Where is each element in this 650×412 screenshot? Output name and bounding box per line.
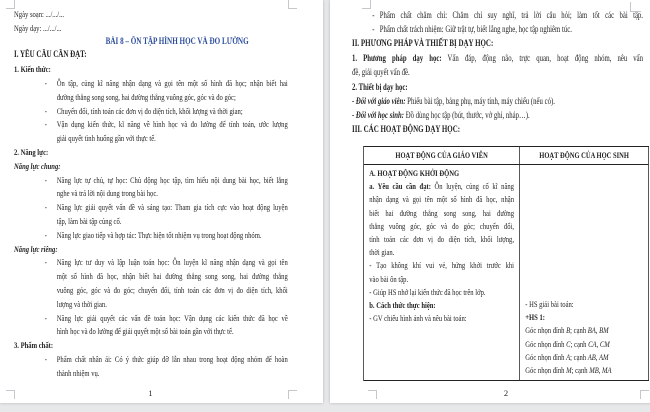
text-line: - Năng lực tư duy và lập luận toán học: Ôn luyện kĩ năng nhận dạng và gọi tên (14, 256, 288, 270)
text-line: - Năng lực tự chủ, tự học: Chủ động học tập, tìm hiểu nội dung bài học, biết lắng (14, 174, 288, 188)
answer-vertex: B (566, 325, 571, 336)
general-competence-heading: Năng lực chung: (14, 160, 61, 171)
text-line: tính toán các đơn vị đo diện tích, khối lượng, (369, 234, 514, 245)
text-line: - Năng lực giao tiếp và hợp tác: Thực hiện tốt nhiệm vụ trong hoạt động nhóm. (14, 229, 288, 243)
text-line: - Ôn tập, củng kĩ năng nhận dạng và gọi tên một số hình đã học; nhận biết hai (14, 77, 288, 91)
margin-mark (640, 390, 649, 399)
margin-mark (6, 0, 15, 9)
answer-vertex: A (566, 351, 571, 362)
page-number: 2 (503, 388, 509, 398)
requirement-rest: Ôn luyện, củng cố kĩ năng (430, 181, 514, 192)
margin-mark (288, 390, 297, 399)
answer-mid: ; cạnh (570, 351, 588, 362)
answer-pre: Góc nhọn đỉnh (525, 365, 567, 376)
section-2-heading: II. PHƯƠNG PHÁP VÀ THIẾT BỊ DẠY HỌC: (352, 38, 494, 49)
equipment-teacher-rest: Phiếu bài tập, bảng phụ, máy tính, máy chiếu (nếu có). (405, 96, 555, 107)
text-line: giải quyết tình huống gần với thực tế. (56, 133, 156, 144)
text-line: vuông góc, góc và đo góc; chuyển đổi, tính toán các đơn vị đo diện tích, khối (56, 284, 288, 295)
equipment-student-rest: Đồ dùng học tập (bút, thước, vở ghi, nháp…). (404, 110, 530, 121)
page-number: 1 (148, 388, 153, 398)
answer-mid: ; cạnh (570, 325, 588, 336)
text-line: - Năng lực giải quyết các vấn đề toán học: Vận dụng các kiến thức đã học về (14, 312, 288, 326)
text-line: vào bài ôn tập. (369, 273, 409, 284)
date-taught-line: Ngày dạy: .../.../... (14, 22, 62, 33)
student-column-header: HOẠT ĐỘNG CỦA HỌC SINH (539, 150, 629, 161)
page-1-content (14, 8, 288, 381)
answer-pre: Góc nhọn đỉnh (525, 325, 567, 336)
text-line (369, 180, 514, 193)
method-line (352, 51, 643, 65)
activity-a-heading: A. HOẠT ĐỘNG KHỞI ĐỘNG (369, 168, 460, 179)
hs1-heading: +HS 1: (525, 312, 545, 323)
text-line: thời gian. (369, 247, 395, 258)
margin-mark (288, 0, 297, 9)
equipment-student-line (352, 108, 643, 122)
text-line: - Vận dụng kiến thức, kĩ năng về hình học và đo lường để tính toán, ước lượng (14, 118, 288, 132)
equipment-student-lead: - Đối với học sinh: (352, 110, 405, 121)
page-1 (0, 0, 323, 403)
text-line: một số hình đã học, nhận biết hai đường thẳng song song, hai đường thẳng (56, 271, 288, 282)
page-2 (330, 0, 650, 403)
equipment-teacher-line (352, 94, 643, 108)
text-line: - Giúp HS nhớ lại kiến thức đã học trên lớp. (369, 286, 486, 297)
text-line: biết hai đường thẳng song song, hai đường (369, 207, 514, 218)
requirement-lead: a. Yêu cầu cần đạt: (369, 181, 431, 192)
answer-vertex: C (566, 338, 571, 349)
text-line: - GV chiếu hình ảnh và nêu bài toán: (369, 313, 467, 324)
answer-sides: BA, BM (587, 325, 609, 336)
text-line: - Phẩm chất nhân ái: Có ý thức giúp đỡ lẫn nhau trong hoạt động nhóm để hoàn (14, 353, 288, 367)
text-line: tập, làm bài tập củng cố. (56, 215, 122, 226)
answer-sides: MB, MA (589, 365, 612, 376)
section-3-heading: III. CÁC HOẠT ĐỘNG DẠY HỌC: (352, 124, 461, 135)
section-1-heading: I. YÊU CẦU CẦN ĐẠT: (14, 50, 87, 61)
specific-competence-heading: Năng lực riêng: (14, 243, 58, 254)
competence-heading: 2. Năng lực: (14, 146, 49, 157)
margin-mark (362, 0, 371, 9)
text-line: - HS giải bài toán: (525, 299, 574, 310)
text-line: - Tạo không khí vui vẻ, hứng khởi trước khi (369, 260, 514, 271)
margin-mark (630, 2, 641, 12)
teacher-column-header: HOẠT ĐỘNG CỦA GIÁO VIÊN (364, 147, 520, 164)
answer-line (525, 364, 643, 377)
date-composed-line: Ngày soạn: .../.../... (14, 9, 65, 19)
text-line: lượng và thời gian. (56, 298, 107, 309)
answer-line (525, 338, 643, 351)
equipment-teacher-lead: - Đối với giáo viên: (352, 96, 406, 107)
text-line: thành nhiệm vụ. (56, 367, 100, 378)
answer-mid: ; cạnh (570, 338, 589, 349)
text-line: nhận dạng và gọi tên một số hình đã học, nhận (369, 194, 514, 205)
page-2-content (352, 8, 643, 381)
text-line: hình học và đo lường để giải quyết một số bài toán gần với thực tế. (56, 326, 234, 337)
answer-sides: CA, CM (588, 338, 610, 349)
text-line: - Chuyển đổi, tính toán các đơn vị đo diện tích, khối lượng và thời gian; (14, 105, 288, 119)
quality-heading: 3. Phẩm chất: (14, 340, 54, 351)
teacher-activity-cell (364, 165, 520, 380)
text-line: thẳng vuông góc, góc và đo góc; chuyển đổi, (369, 220, 514, 231)
table-header-row (364, 147, 648, 165)
answer-sides: AB, AM (587, 351, 609, 362)
margin-mark (6, 390, 15, 399)
text-line: nghe và trả lời nội dung trong bài học. (56, 188, 158, 199)
text-line: - Phẩm chất chăm chỉ: Chăm chỉ suy nghĩ, trả lời câu hỏi; làm tốt các bài tập. (352, 8, 643, 22)
table-body-row (364, 165, 648, 380)
student-activity-cell (520, 165, 648, 380)
activities-table (363, 146, 649, 381)
activity-b-heading: b. Cách thức thực hiện: (369, 299, 436, 310)
method-lead: 1. Phương pháp dạy học: (352, 53, 442, 64)
equipment-heading: 2. Thiết bị dạy học: (352, 81, 408, 92)
empty-space (525, 167, 643, 298)
answer-line (525, 324, 643, 337)
text-line: đường thẳng song song, hai đường thẳng vuông góc, góc và đo góc; (56, 91, 236, 102)
answer-mid: ; cạnh (571, 365, 590, 376)
margin-mark (368, 390, 377, 399)
knowledge-heading: 1. Kiến thức: (14, 64, 51, 75)
method-rest: Vấn đáp, động não, trực quan, hoạt động nhóm, nêu vấn (441, 53, 643, 64)
text-line: đề, giải quyết vấn đề. (352, 67, 410, 78)
text-line: - Năng lực giải quyết vấn đề và sáng tạo: Tham gia tích cực vào hoạt động luyện (14, 201, 288, 215)
answer-pre: Góc nhọn đỉnh (525, 338, 567, 349)
lesson-title: BÀI 8 – ÔN TẬP HÌNH HỌC VÀ ĐO LƯỜNG (105, 36, 249, 47)
answer-line (525, 351, 643, 364)
answer-vertex: M (566, 365, 572, 376)
answer-pre: Góc nhọn đỉnh (525, 351, 567, 362)
text-line: - Phẩm chất trách nhiệm: Giữ trật tự, biết lắng nghe, học tập nghiêm túc. (352, 22, 643, 36)
